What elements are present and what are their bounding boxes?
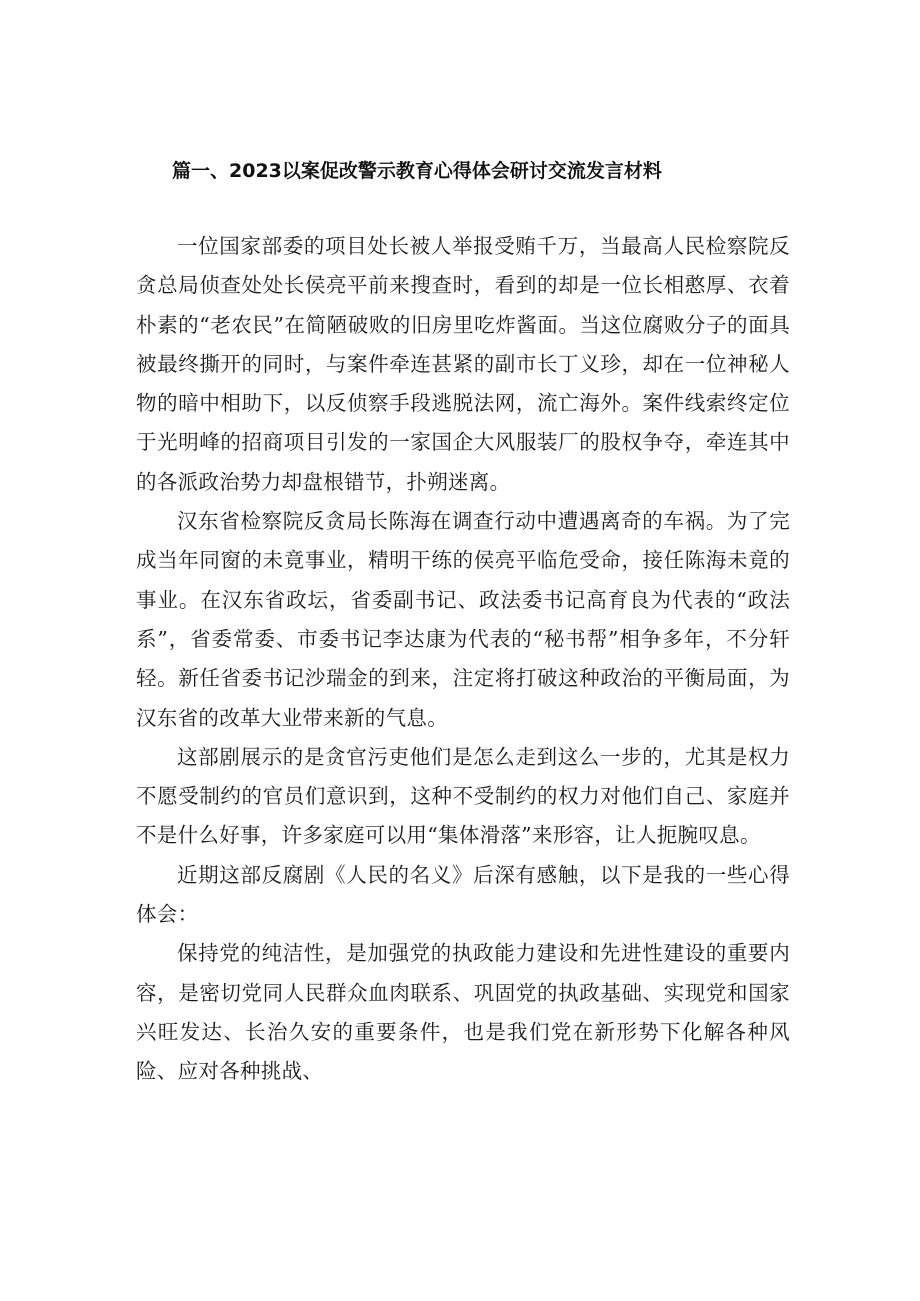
paragraph-3: 这部剧展示的是贪官污吏他们是怎么走到这么一步的，尤其是权力不愿受制约的官员们意识到，这种不受制约的权力对他们自己、家庭并不是什么好事，许多家庭可以用“集体滑落”来形容，让人扼腕叹息。	[136, 744, 790, 848]
paragraph-4: 近期这部反腐剧《人民的名义》后深有感触，以下是我的一些心得体会：	[136, 862, 790, 927]
document-body	[136, 227, 790, 1092]
document-title: 篇一、2023以案促改警示教育心得体会研讨交流发言材料	[172, 160, 662, 182]
paragraph-1: 一位国家部委的项目处长被人举报受贿千万，当最高人民检察院反贪总局侦查处处长侯亮平前来搜查时，看到的却是一位长相憨厚、衣着朴素的“老农民”在简陋破败的旧房里吃炸酱面。当这位腐败分子的面具被最终撕开的同时，与案件牵连甚紧的副市长丁义珍，却在一位神秘人物的暗中相助下，以反侦察手段逃脱法网，流亡海外。案件线索终定位于光明峰的招商项目引发的一家国企大风服装厂的股权争夺，牵连其中的各派政治势力却盘根错节，扑朔迷离。	[136, 234, 790, 494]
paragraph-5: 保持党的纯洁性，是加强党的执政能力建设和先进性建设的重要内容，是密切党同人民群众血肉联系、巩固党的执政基础、实现党和国家兴旺发达、长治久安的重要条件，也是我们党在新形势下化解各种风险、应对各种挑战、	[136, 941, 790, 1084]
paragraph-2: 汉东省检察院反贪局长陈海在调查行动中遭遇离奇的车祸。为了完成当年同窗的未竟事业，精明干练的侯亮平临危受命，接任陈海未竟的事业。在汉东省政坛，省委副书记、政法委书记高育良为代表的“政法系”，省委常委、市委书记李达康为代表的“秘书帮”相争多年，不分轩轻。新任省委书记沙瑞金的到来，注定将打破这种政治的平衡局面，为汉东省的改革大业带来新的气息。	[136, 509, 790, 730]
